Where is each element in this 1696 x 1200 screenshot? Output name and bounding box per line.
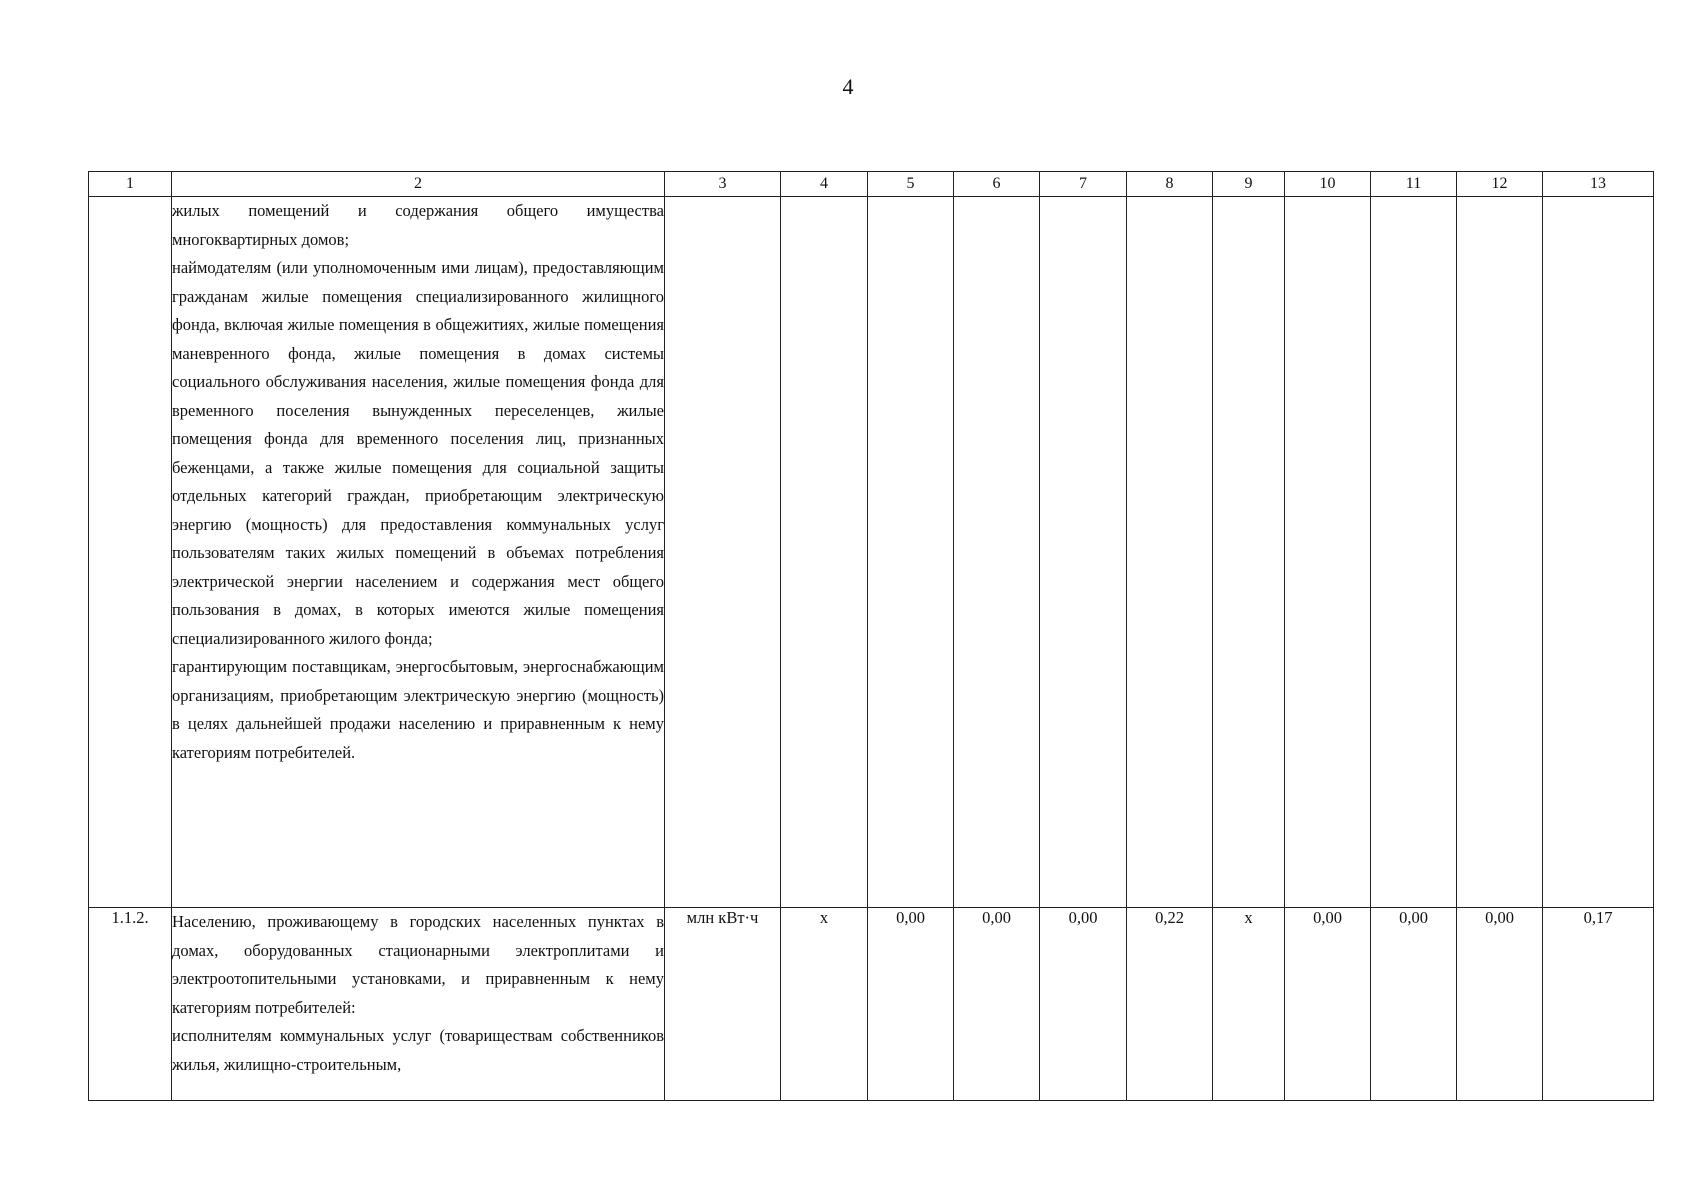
table-cell: 0,00 <box>954 908 1040 1101</box>
row-unit: млн кВт·ч <box>665 908 781 1101</box>
description-paragraph: жилых помещений и содержания общего имущества многоквартирных домов; <box>172 201 664 249</box>
column-header: 6 <box>954 172 1040 197</box>
row-description <box>172 908 665 1101</box>
column-header: 5 <box>868 172 954 197</box>
description-paragraph: исполнителям коммунальных услуг (товариществам собственников жилья, жилищно-строительным, <box>172 1026 664 1074</box>
table-cell <box>781 197 868 908</box>
column-header: 3 <box>665 172 781 197</box>
header-row <box>89 172 1654 197</box>
table-cell: 0,17 <box>1543 908 1654 1101</box>
table-cell: 0,00 <box>1457 908 1543 1101</box>
column-header: 12 <box>1457 172 1543 197</box>
column-header: 4 <box>781 172 868 197</box>
table-cell: 0,00 <box>1040 908 1127 1101</box>
column-header: 13 <box>1543 172 1654 197</box>
description-paragraph: Населению, проживающему в городских населенных пунктах в домах, оборудованных стационарными электроплитами и электроотопительными установками, и приравненным к нему категориям потребителей: <box>172 912 664 1017</box>
page-number: 4 <box>842 74 854 99</box>
table-cell <box>1040 197 1127 908</box>
table-cell <box>1213 197 1285 908</box>
description-paragraph: гарантирующим поставщикам, энергосбытовым, энергоснабжающим организациям, приобретающим электрическую энергию (мощность) в целях дальнейшей продажи населению и приравненным к нему категориям потребителей. <box>172 657 664 762</box>
table-row <box>89 197 1654 908</box>
table-cell: 0,00 <box>1285 908 1371 1101</box>
table-cell <box>1457 197 1543 908</box>
row-code <box>89 197 172 908</box>
column-header: 1 <box>89 172 172 197</box>
table-row <box>89 908 1654 1101</box>
row-description <box>172 197 665 908</box>
column-header: 11 <box>1371 172 1457 197</box>
data-table <box>88 171 1654 1101</box>
table-cell <box>1543 197 1654 908</box>
table-cell: х <box>781 908 868 1101</box>
column-header: 7 <box>1040 172 1127 197</box>
description-paragraph: наймодателям (или уполномоченным ими лицам), предоставляющим гражданам жилые помещения специализированного жилищного фонда, включая жилые помещения в общежитиях, жилые помещения маневренного фонда, жилые помещения в домах системы социального обслуживания населения, жилые помещения фонда для временного поселения вынужденных переселенцев, жилые помещения фонда для временного поселения лиц, признанных беженцами, а также жилые помещения для социальной защиты отдельных категорий граждан, приобретающим электрическую энергию (мощность) для предоставления коммунальных услуг пользователям таких жилых помещений в объемах потребления электрической энергии населением и содержания мест общего пользования в домах, в которых имеются жилые помещения специализированного жилого фонда; <box>172 258 664 648</box>
row-unit <box>665 197 781 908</box>
column-header: 2 <box>172 172 665 197</box>
column-header: 9 <box>1213 172 1285 197</box>
table-cell: 0,00 <box>868 908 954 1101</box>
table-cell: 0,22 <box>1127 908 1213 1101</box>
table-cell <box>1127 197 1213 908</box>
row-code: 1.1.2. <box>89 908 172 1101</box>
table-cell: х <box>1213 908 1285 1101</box>
table-cell <box>868 197 954 908</box>
table-cell <box>954 197 1040 908</box>
column-header: 10 <box>1285 172 1371 197</box>
table-cell: 0,00 <box>1371 908 1457 1101</box>
table-cell <box>1371 197 1457 908</box>
table-cell <box>1285 197 1371 908</box>
column-header: 8 <box>1127 172 1213 197</box>
